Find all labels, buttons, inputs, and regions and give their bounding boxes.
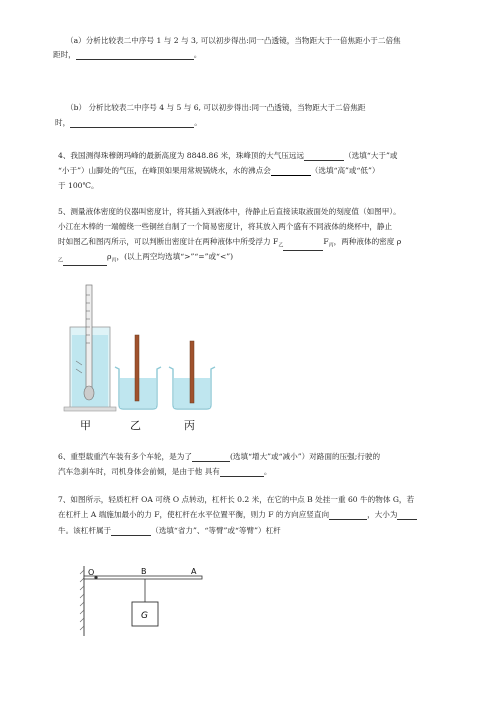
answer-blank[interactable] (63, 257, 107, 266)
q4-line2: “小于”）山脚处的气压，在峰顶如果用常规锅烧水，水的沸点会 （选填“高”或“低”） (58, 166, 380, 175)
label-jia: 甲 (80, 419, 91, 432)
label-bing: 丙 (184, 419, 195, 432)
answer-blank[interactable] (397, 511, 417, 520)
q3-a-line2: 距时， 。 (53, 50, 202, 59)
label-a: A (191, 567, 197, 576)
q5-line2: 小江在木棒的一端缠绕一些铜丝自制了一个简易密度计，将其放入两个盛有不同液体的烧杯中，静止 (58, 222, 393, 231)
q5-line4: $_乙$ $\rho_丙$，(以上两空均选填“>”“=”或“<”) (58, 252, 234, 264)
answer-blank[interactable] (283, 242, 323, 251)
answer-blank[interactable] (304, 152, 344, 161)
q7-line1: 7、如图所示，轻质杠杆 OA 可绕 O 点转动，杠杆长 0.2 米，在它的中点 B 处挂一重 60 牛的物体 G，若 (58, 495, 415, 504)
q4-line3: 于 100℃。 (58, 181, 99, 190)
q6-line1: 6、重型载重汽车装有多个车轮，是为了 (选填“增大”或“减小”）对路面的压强;行驶的 (58, 452, 381, 461)
q5-line3: 时如图乙和图丙所示，可以判断出密度计在两种液体中所受浮力 $F_乙$ $F_丙$，两种液体的密度 ρ (58, 237, 402, 249)
cylinder-figure (64, 285, 116, 411)
beaker-bing (169, 341, 215, 409)
figure-lever (78, 562, 218, 640)
q3-a-line1: （a）分析比较表二中序号 1 与 2 与 3, 可以初步得出:同一凸透镜，当物距大于一倍焦距小于二倍焦 (66, 36, 401, 45)
answer-blank[interactable] (70, 119, 194, 128)
answer-blank[interactable] (76, 51, 194, 60)
q4-line1: 4、我国测得珠穆朗玛峰的最新高度为 8848.86 米，珠峰顶的大气压远远 （选填“大于”或 (58, 151, 398, 160)
figure-hydrometers (60, 283, 230, 433)
q3-b-line1: （b） 分析比较表二中序号 4 与 5 与 6, 可以初步得出:同一凸透镜，当物距大于二倍焦距 (66, 103, 366, 112)
label-o: O (88, 568, 95, 577)
answer-blank[interactable] (111, 527, 151, 536)
q6-line2: 汽车急刹车时，司机身体会前倾，是由于他 具有 。 (58, 467, 272, 476)
q7-line2: 在杠杆上 A 端施加最小的力 F，使杠杆在水平位置平衡，则力 F 的方向应竖直向 ，大小为 (58, 510, 417, 520)
q5-line1: 5、测量液体密度的仪器叫密度计，将其插入到液体中，待静止后直接读取液面处的刻度值（如图甲）。 (58, 207, 401, 216)
answer-blank[interactable] (271, 167, 311, 176)
beaker-yi (115, 335, 161, 409)
answer-blank[interactable] (329, 511, 367, 520)
q7-line3: 牛。该杠杆属于 （选填“省力”、“等臂”或“等臂”）杠杆 (58, 526, 281, 535)
lever-bar (84, 576, 202, 579)
label-g: G (141, 611, 148, 621)
q3-b-line2: 时， 。 (55, 118, 202, 127)
answer-blank[interactable] (192, 453, 230, 462)
label-yi: 乙 (130, 419, 141, 432)
answer-blank[interactable] (220, 468, 264, 477)
label-b: B (141, 567, 147, 576)
